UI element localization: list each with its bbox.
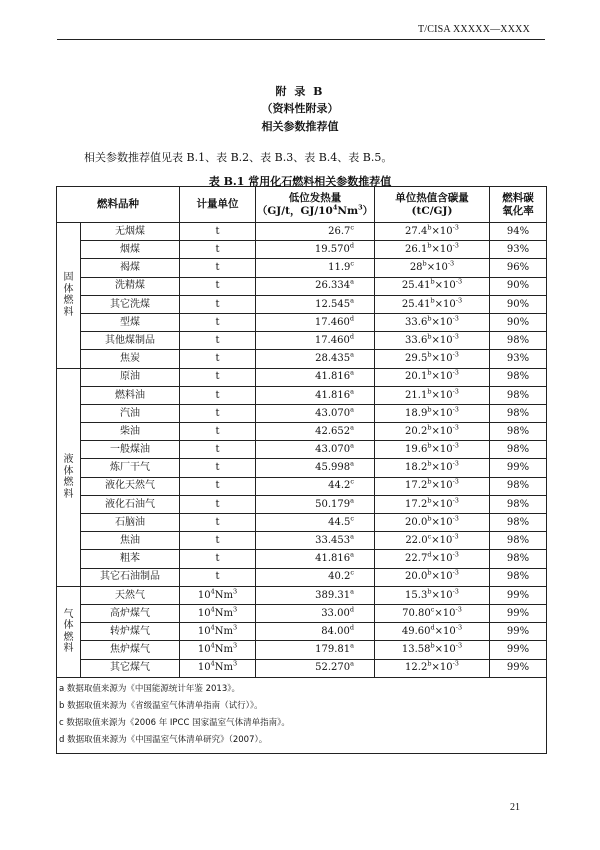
oxidation-rate-cell: 98%: [490, 477, 547, 495]
carbon-content-cell: $18.9^b\times 10^{-3}$: [375, 404, 490, 422]
fuel-name-cell: 粗苯: [81, 550, 180, 568]
ncv-cell: 40.2$^c$: [256, 568, 375, 586]
ncv-cell: 84.00$^d$: [256, 623, 375, 641]
oxidation-rate-cell: 98%: [490, 441, 547, 459]
ncv-cell: 44.5$^c$: [256, 514, 375, 532]
table-row: [57, 586, 547, 604]
annex-heading: 相关参数推荐值: [261, 120, 339, 133]
ncv-cell: 52.270$^a$: [256, 659, 375, 677]
table-row: [57, 604, 547, 622]
fuel-group-label: [57, 223, 81, 369]
fuel-name-cell: 型煤: [81, 313, 180, 331]
group-label-char: 液: [63, 454, 74, 466]
oxidation-rate-cell: 99%: [490, 659, 547, 677]
carbon-content-cell: $33.6^b\times 10^{-3}$: [375, 332, 490, 350]
oxidation-rate-cell: 99%: [490, 641, 547, 659]
fuel-name-cell: 焦炭: [81, 350, 180, 368]
carbon-content-cell: $20.2^b\times 10^{-3}$: [375, 423, 490, 441]
carbon-content-cell: $27.4^b\times 10^{-3}$: [375, 223, 490, 241]
oxidation-rate-cell: 98%: [490, 386, 547, 404]
unit-cell: t: [180, 350, 256, 368]
col-header-cc-line2: (tC/GJ): [411, 204, 453, 217]
unit-cell: t: [180, 241, 256, 259]
table-row: [57, 495, 547, 513]
carbon-content-cell: $12.2^b\times 10^{-3}$: [375, 659, 490, 677]
fuel-name-cell: 烟煤: [81, 241, 180, 259]
group-label-char: 料: [63, 306, 74, 318]
carbon-content-cell: $20.1^b\times 10^{-3}$: [375, 368, 490, 386]
fuel-name-cell: 焦油: [81, 532, 180, 550]
col-header-ncv-line1: 低位发热量: [288, 192, 342, 205]
fuel-name-cell: 其他煤制品: [81, 332, 180, 350]
ncv-cell: 12.545$^a$: [256, 295, 375, 313]
ncv-cell: 26.7$^c$: [256, 223, 375, 241]
col-header-ox-line2: 氧化率: [502, 204, 534, 217]
fuel-name-cell: 洗精煤: [81, 277, 180, 295]
unit-cell: t: [180, 404, 256, 422]
table-body: [57, 223, 547, 678]
ncv-cell: 41.816$^a$: [256, 368, 375, 386]
unit-cell: $10^4Nm^3$: [180, 586, 256, 604]
col-header-ncv: [256, 187, 375, 223]
table-row: [57, 659, 547, 677]
table-row: [57, 332, 547, 350]
ncv-cell: 33.00$^d$: [256, 604, 375, 622]
col-header-carbon-content: [375, 187, 490, 223]
fuel-name-cell: 柴油: [81, 423, 180, 441]
carbon-content-cell: $15.3^b\times 10^{-3}$: [375, 586, 490, 604]
unit-cell: $10^4Nm^3$: [180, 641, 256, 659]
table-row: [57, 223, 547, 241]
oxidation-rate-cell: 98%: [490, 550, 547, 568]
carbon-content-cell: $33.6^b\times 10^{-3}$: [375, 313, 490, 331]
table-row: [57, 641, 547, 659]
fuel-group-label: [57, 368, 81, 586]
oxidation-rate-cell: 99%: [490, 459, 547, 477]
table-row: [57, 313, 547, 331]
ncv-cell: 11.9$^c$: [256, 259, 375, 277]
col-header-fuel: 燃料品种: [57, 187, 180, 223]
carbon-content-cell: $13.58^b\times 10^{-3}$: [375, 641, 490, 659]
note-d: d 数据取值来源为《中国温室气体清单研究》（2007）。: [59, 734, 268, 745]
carbon-content-cell: $19.6^b\times 10^{-3}$: [375, 441, 490, 459]
intro-paragraph: 相关参数推荐值见表 B.1、表 B.2、表 B.3、表 B.4、表 B.5。: [84, 151, 393, 164]
carbon-content-cell: $22.7^d\times 10^{-3}$: [375, 550, 490, 568]
oxidation-rate-cell: 98%: [490, 568, 547, 586]
unit-cell: $10^4Nm^3$: [180, 604, 256, 622]
table-row: [57, 404, 547, 422]
fuel-name-cell: 燃料油: [81, 386, 180, 404]
fuel-group-label: [57, 586, 81, 677]
oxidation-rate-cell: 93%: [490, 350, 547, 368]
table-row: [57, 532, 547, 550]
oxidation-rate-cell: 96%: [490, 259, 547, 277]
ncv-cell: 43.070$^a$: [256, 404, 375, 422]
table-caption: 表 B.1 常用化石燃料相关参数推荐值: [208, 175, 392, 188]
fuel-name-cell: 炼厂干气: [81, 459, 180, 477]
table-row: [57, 241, 547, 259]
unit-cell: t: [180, 313, 256, 331]
ncv-cell: 28.435$^a$: [256, 350, 375, 368]
table-row: [57, 350, 547, 368]
fuel-name-cell: 液化天然气: [81, 477, 180, 495]
carbon-content-cell: $17.2^b\times 10^{-3}$: [375, 495, 490, 513]
group-label-char: 料: [63, 643, 74, 655]
oxidation-rate-cell: 90%: [490, 313, 547, 331]
standard-code: T/CISA XXXXX—XXXX: [417, 24, 530, 35]
table-row: [57, 623, 547, 641]
carbon-content-cell: $70.80^c\times 10^{-3}$: [375, 604, 490, 622]
fuel-name-cell: 褐煤: [81, 259, 180, 277]
fuel-name-cell: 其它洗煤: [81, 295, 180, 313]
oxidation-rate-cell: 98%: [490, 532, 547, 550]
unit-cell: t: [180, 368, 256, 386]
oxidation-rate-cell: 90%: [490, 295, 547, 313]
unit-cell: t: [180, 441, 256, 459]
oxidation-rate-cell: 98%: [490, 514, 547, 532]
col-header-unit: 计量单位: [180, 187, 256, 223]
carbon-content-cell: $17.2^b\times 10^{-3}$: [375, 477, 490, 495]
fuel-name-cell: 石脑油: [81, 514, 180, 532]
col-header-ncv-line2: （GJ/t，$GJ/10^4Nm^3$）: [256, 203, 374, 217]
col-header-cc-line1: 单位热值含碳量: [395, 192, 469, 205]
unit-cell: t: [180, 477, 256, 495]
ncv-cell: 179.81$^a$: [256, 641, 375, 659]
annex-subtitle: （资料性附录）: [261, 102, 339, 115]
table-row: [57, 295, 547, 313]
carbon-content-cell: $25.41^b\times 10^{-3}$: [375, 277, 490, 295]
oxidation-rate-cell: 98%: [490, 404, 547, 422]
carbon-content-cell: $29.5^b\times 10^{-3}$: [375, 350, 490, 368]
table-row: [57, 441, 547, 459]
carbon-content-cell: $20.0^b\times 10^{-3}$: [375, 514, 490, 532]
note-c: c 数据取值来源为《2006 年 IPCC 国家温室气体清单指南》。: [59, 717, 290, 728]
unit-cell: t: [180, 259, 256, 277]
note-a: a 数据取值来源为《中国能源统计年鉴 2013》。: [59, 683, 240, 694]
unit-cell: t: [180, 550, 256, 568]
ncv-cell: 17.460$^d$: [256, 313, 375, 331]
ncv-cell: 42.652$^a$: [256, 423, 375, 441]
table-row: [57, 550, 547, 568]
group-label-char: 体: [63, 620, 74, 632]
oxidation-rate-cell: 98%: [490, 423, 547, 441]
table-row: [57, 259, 547, 277]
ncv-cell: 45.998$^a$: [256, 459, 375, 477]
group-label-char: 燃: [63, 477, 74, 489]
table-notes: [57, 677, 547, 753]
ncv-cell: 389.31$^a$: [256, 586, 375, 604]
table-row: [57, 459, 547, 477]
oxidation-rate-cell: 98%: [490, 368, 547, 386]
unit-cell: t: [180, 532, 256, 550]
ncv-cell: 50.179$^a$: [256, 495, 375, 513]
table-row: [57, 386, 547, 404]
table-row: [57, 568, 547, 586]
fuel-name-cell: 无烟煤: [81, 223, 180, 241]
carbon-content-cell: $28^b\times 10^{-3}$: [375, 259, 490, 277]
unit-cell: t: [180, 332, 256, 350]
ncv-cell: 26.334$^a$: [256, 277, 375, 295]
carbon-content-cell: $22.0^c\times 10^{-3}$: [375, 532, 490, 550]
unit-cell: $10^4Nm^3$: [180, 659, 256, 677]
unit-cell: t: [180, 223, 256, 241]
group-label-char: 料: [63, 488, 74, 500]
fuel-name-cell: 液化石油气: [81, 495, 180, 513]
oxidation-rate-cell: 93%: [490, 241, 547, 259]
ncv-cell: 19.570$^d$: [256, 241, 375, 259]
ncv-cell: 44.2$^c$: [256, 477, 375, 495]
unit-cell: t: [180, 423, 256, 441]
ncv-cell: 33.453$^a$: [256, 532, 375, 550]
ncv-cell: 41.816$^a$: [256, 550, 375, 568]
unit-cell: t: [180, 459, 256, 477]
unit-cell: t: [180, 386, 256, 404]
ncv-cell: 41.816$^a$: [256, 386, 375, 404]
table-row: [57, 368, 547, 386]
oxidation-rate-cell: 99%: [490, 586, 547, 604]
table-header-row: [57, 187, 547, 223]
table-row: [57, 514, 547, 532]
oxidation-rate-cell: 99%: [490, 623, 547, 641]
oxidation-rate-cell: 98%: [490, 495, 547, 513]
page-number: 21: [510, 802, 520, 813]
fuel-name-cell: 原油: [81, 368, 180, 386]
group-label-char: 燃: [63, 295, 74, 307]
notes-row: [57, 677, 547, 753]
oxidation-rate-cell: 94%: [490, 223, 547, 241]
table-row: [57, 423, 547, 441]
group-label-char: 固: [63, 272, 74, 284]
group-label-char: 气: [63, 608, 74, 620]
unit-cell: $10^4Nm^3$: [180, 623, 256, 641]
fuel-name-cell: 天然气: [81, 586, 180, 604]
fuel-name-cell: 汽油: [81, 404, 180, 422]
unit-cell: t: [180, 514, 256, 532]
ncv-cell: 43.070$^a$: [256, 441, 375, 459]
ncv-cell: 17.460$^d$: [256, 332, 375, 350]
annex-title: 附 录 B: [275, 85, 325, 98]
group-label-char: 体: [63, 465, 74, 477]
col-header-ox-line1: 燃料碳: [502, 192, 534, 205]
unit-cell: t: [180, 277, 256, 295]
header-rule: [57, 39, 545, 40]
unit-cell: t: [180, 295, 256, 313]
fuel-name-cell: 其它石油制品: [81, 568, 180, 586]
carbon-content-cell: $20.0^b\times 10^{-3}$: [375, 568, 490, 586]
fuel-name-cell: 转炉煤气: [81, 623, 180, 641]
col-header-oxidation: [490, 187, 547, 223]
unit-cell: t: [180, 495, 256, 513]
oxidation-rate-cell: 90%: [490, 277, 547, 295]
carbon-content-cell: $18.2^b\times 10^{-3}$: [375, 459, 490, 477]
group-label-char: 燃: [63, 631, 74, 643]
fuel-name-cell: 焦炉煤气: [81, 641, 180, 659]
carbon-content-cell: $25.41^b\times 10^{-3}$: [375, 295, 490, 313]
fuel-name-cell: 其它煤气: [81, 659, 180, 677]
table-row: [57, 477, 547, 495]
fuel-parameters-table: [56, 186, 547, 754]
note-b: b 数据取值来源为《省级温室气体清单指南（试行）》。: [59, 700, 263, 711]
oxidation-rate-cell: 99%: [490, 604, 547, 622]
table-row: [57, 277, 547, 295]
carbon-content-cell: $26.1^b\times 10^{-3}$: [375, 241, 490, 259]
fuel-name-cell: 一般煤油: [81, 441, 180, 459]
carbon-content-cell: $49.60^d\times 10^{-3}$: [375, 623, 490, 641]
oxidation-rate-cell: 98%: [490, 332, 547, 350]
fuel-name-cell: 高炉煤气: [81, 604, 180, 622]
carbon-content-cell: $21.1^b\times 10^{-3}$: [375, 386, 490, 404]
unit-cell: t: [180, 568, 256, 586]
group-label-char: 体: [63, 283, 74, 295]
